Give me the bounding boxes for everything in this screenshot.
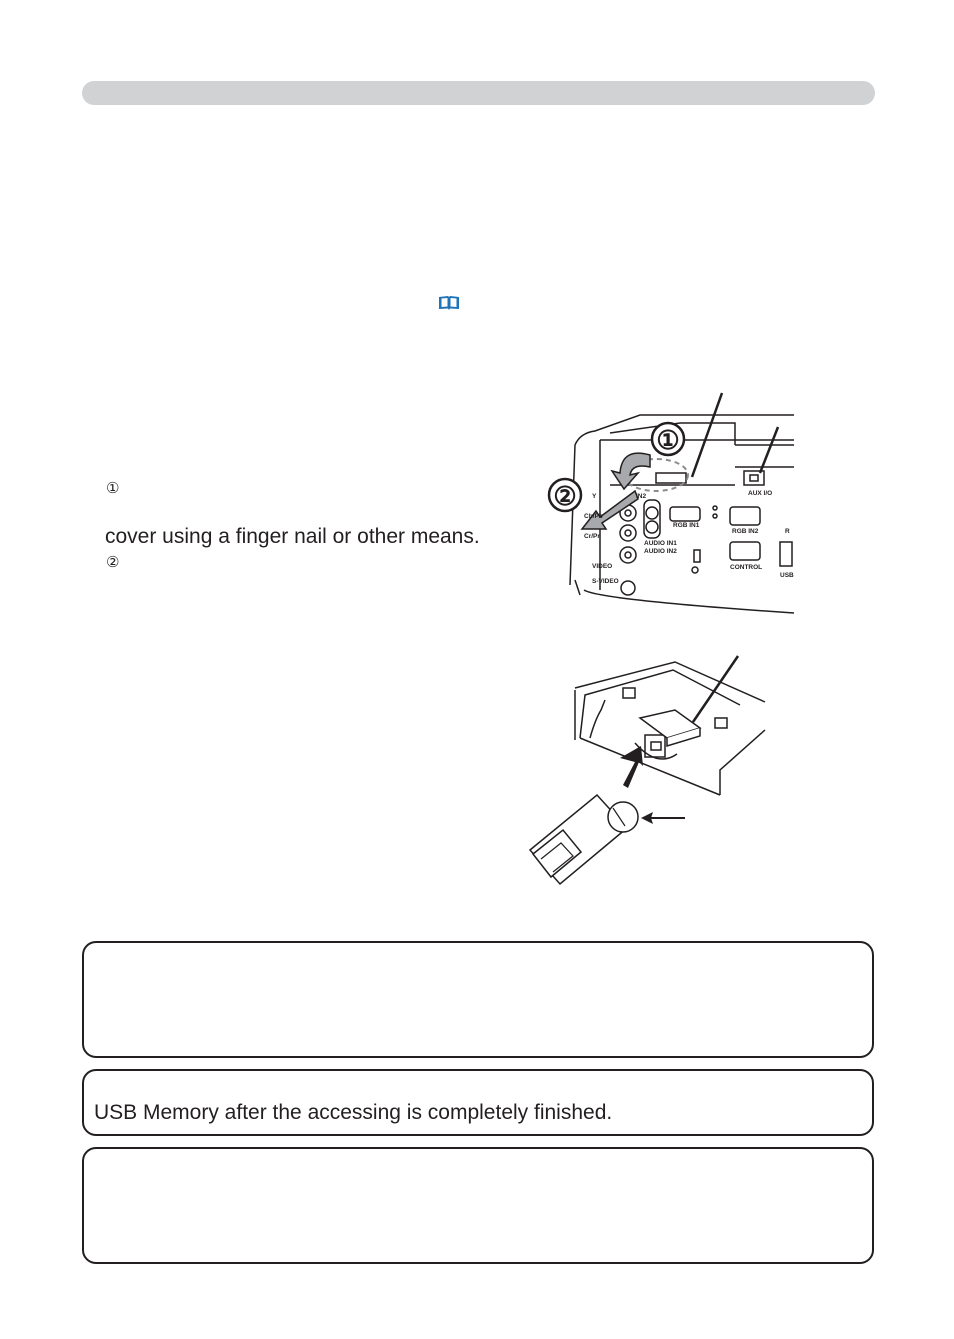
step-2-marker: ② [106,554,120,571]
port-label-r: R [785,528,790,535]
note-box-2 [82,1069,874,1136]
port-label-rgb-in1: RGB IN1 [673,522,700,529]
note-2-text-line: USB Memory after the accessing is completely finished. [94,1101,613,1124]
port-label-y: Y [592,493,597,500]
note-box-3 [82,1147,874,1264]
projector-rear-panel-figure [540,385,794,615]
port-label-crpr: Cr/Pr [584,533,600,540]
book-icon[interactable] [437,294,461,311]
callout-1: ① [656,425,680,455]
usb-memory-insertion-figure [525,650,775,890]
port-label-s-video: S-VIDEO [592,578,619,585]
port-label-audio-in1: AUDIO IN1 [644,540,677,547]
port-label-audio-in2: AUDIO IN2 [644,548,677,555]
port-label-usb: USB [780,572,794,579]
port-label-aux-io: AUX I/O [748,490,773,497]
step-1-text-line: cover using a finger nail or other means. [105,525,480,548]
step-1-marker: ① [106,480,120,497]
port-label-rgb-in2: RGB IN2 [732,528,759,535]
port-label-in2: IN2 [636,493,647,500]
section-header-bar [82,81,875,105]
port-label-cbpb: Cb/Pb [584,513,603,520]
port-label-control: CONTROL [730,564,763,571]
port-label-video: VIDEO [592,563,613,570]
callout-2: ② [553,481,577,511]
note-box-1 [82,941,874,1058]
